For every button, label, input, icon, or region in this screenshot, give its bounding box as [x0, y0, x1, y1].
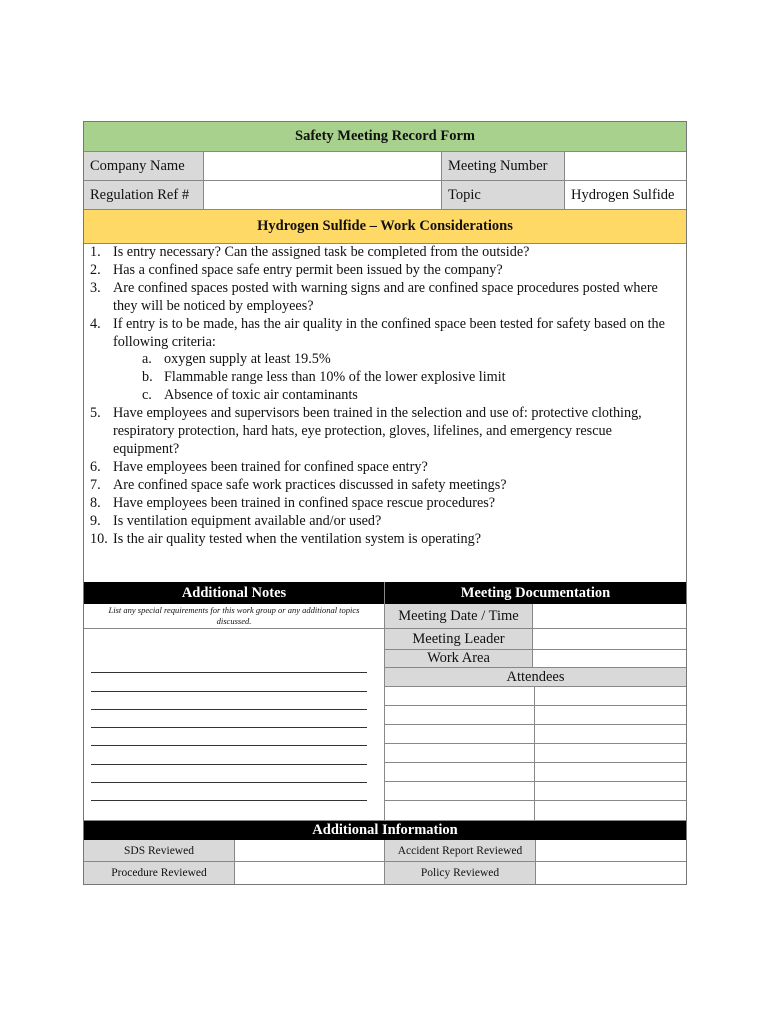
notes-line[interactable] [91, 673, 367, 691]
attendee-row [385, 782, 686, 801]
attendee-field[interactable] [385, 706, 535, 725]
attendee-field[interactable] [385, 687, 535, 706]
list-item: 9. Is ventilation equipment available and/or used? [90, 512, 382, 529]
notes-line[interactable] [91, 746, 367, 764]
notes-line[interactable] [91, 655, 367, 673]
list-item: 1. Is entry necessary? Can the assigned task be completed from the outside? [90, 244, 530, 260]
attendee-field[interactable] [385, 725, 535, 744]
meeting-date-field[interactable] [533, 604, 686, 629]
meeting-number-field[interactable] [565, 152, 686, 181]
attendee-field[interactable] [535, 744, 686, 763]
additional-notes-title: Additional Notes [84, 582, 384, 604]
list-item: 4. If entry is to be made, has the air quality in the confined space been tested for safety based on the following criteria: [90, 315, 665, 350]
attendee-row [385, 763, 686, 782]
company-row [84, 152, 686, 181]
considerations-list [84, 244, 686, 582]
attendee-field[interactable] [385, 763, 535, 782]
attendee-field[interactable] [535, 687, 686, 706]
regulation-ref-field[interactable] [204, 181, 442, 210]
list-item: 5. Have employees and supervisors been trained in the selection and use of: protective clothing, respiratory protection, hard hats, eye protection, gloves, lifelines, and emergency rescue equipment? [90, 405, 642, 457]
safety-meeting-form [83, 121, 687, 885]
attendee-row [385, 706, 686, 725]
additional-notes-panel [84, 582, 385, 820]
meeting-date-row [385, 604, 686, 629]
criteria-item: c. Absence of toxic air contaminants [142, 387, 358, 404]
attendee-row [385, 801, 686, 820]
regulation-ref-label: Regulation Ref # [84, 181, 204, 210]
form-title: Safety Meeting Record Form [84, 122, 686, 152]
topic-label: Topic [442, 181, 565, 210]
attendee-field[interactable] [535, 763, 686, 782]
company-name-label: Company Name [84, 152, 204, 181]
info-row [84, 840, 686, 862]
procedure-reviewed-label: Procedure Reviewed [84, 862, 235, 884]
attendee-field[interactable] [535, 782, 686, 801]
notes-lines[interactable] [84, 629, 384, 801]
notes-hint: List any special requirements for this work group or any additional topics discussed. [84, 604, 384, 629]
work-area-field[interactable] [533, 650, 686, 668]
meeting-leader-row [385, 629, 686, 650]
policy-reviewed-field[interactable] [536, 862, 686, 884]
attendee-field[interactable] [385, 744, 535, 763]
attendee-field[interactable] [385, 801, 535, 820]
attendees-label: Attendees [385, 668, 686, 687]
attendee-field[interactable] [535, 706, 686, 725]
list-item: 8. Have employees been trained in confined space rescue procedures? [90, 494, 496, 511]
notes-line[interactable] [91, 692, 367, 710]
list-item: 10. Is the air quality tested when the ventilation system is operating? [90, 530, 481, 547]
additional-information-title: Additional Information [84, 821, 686, 840]
procedure-reviewed-field[interactable] [235, 862, 385, 884]
attendees-header-row [385, 668, 686, 687]
attendee-row [385, 725, 686, 744]
list-item: 6. Have employees been trained for confined space entry? [90, 458, 428, 475]
list-item: 7. Are confined space safe work practices discussed in safety meetings? [90, 476, 507, 493]
sds-reviewed-field[interactable] [235, 840, 385, 862]
notes-line[interactable] [91, 710, 367, 728]
list-item: 3. Are confined spaces posted with warning signs and are confined space procedures posted where they will be noticed by employees? [90, 279, 658, 314]
notes-line[interactable] [91, 783, 367, 801]
accident-report-reviewed-field[interactable] [536, 840, 686, 862]
attendee-field[interactable] [535, 725, 686, 744]
meeting-date-label: Meeting Date / Time [385, 604, 533, 629]
notes-line[interactable] [91, 728, 367, 746]
work-area-label: Work Area [385, 650, 533, 668]
criteria-item: b. Flammable range less than 10% of the lower explosive limit [142, 369, 506, 386]
policy-reviewed-label: Policy Reviewed [385, 862, 536, 884]
meeting-leader-field[interactable] [533, 629, 686, 650]
notes-line[interactable] [91, 765, 367, 783]
attendee-field[interactable] [535, 801, 686, 820]
criteria-item: a. oxygen supply at least 19.5% [142, 351, 331, 368]
meeting-documentation-title: Meeting Documentation [385, 582, 686, 604]
regulation-row [84, 181, 686, 210]
meeting-documentation-panel [385, 582, 686, 820]
sds-reviewed-label: SDS Reviewed [84, 840, 235, 862]
meeting-number-label: Meeting Number [442, 152, 565, 181]
attendee-field[interactable] [385, 782, 535, 801]
info-row [84, 862, 686, 884]
topic-field[interactable]: Hydrogen Sulfide [565, 181, 686, 210]
attendee-row [385, 687, 686, 706]
work-area-row [385, 650, 686, 668]
considerations-title: Hydrogen Sulfide – Work Considerations [84, 210, 686, 244]
notes-and-documentation [84, 582, 686, 821]
attendee-row [385, 744, 686, 763]
list-item: 2. Has a confined space safe entry permit been issued by the company? [90, 261, 503, 278]
accident-report-reviewed-label: Accident Report Reviewed [385, 840, 536, 862]
company-name-field[interactable] [204, 152, 442, 181]
meeting-leader-label: Meeting Leader [385, 629, 533, 650]
